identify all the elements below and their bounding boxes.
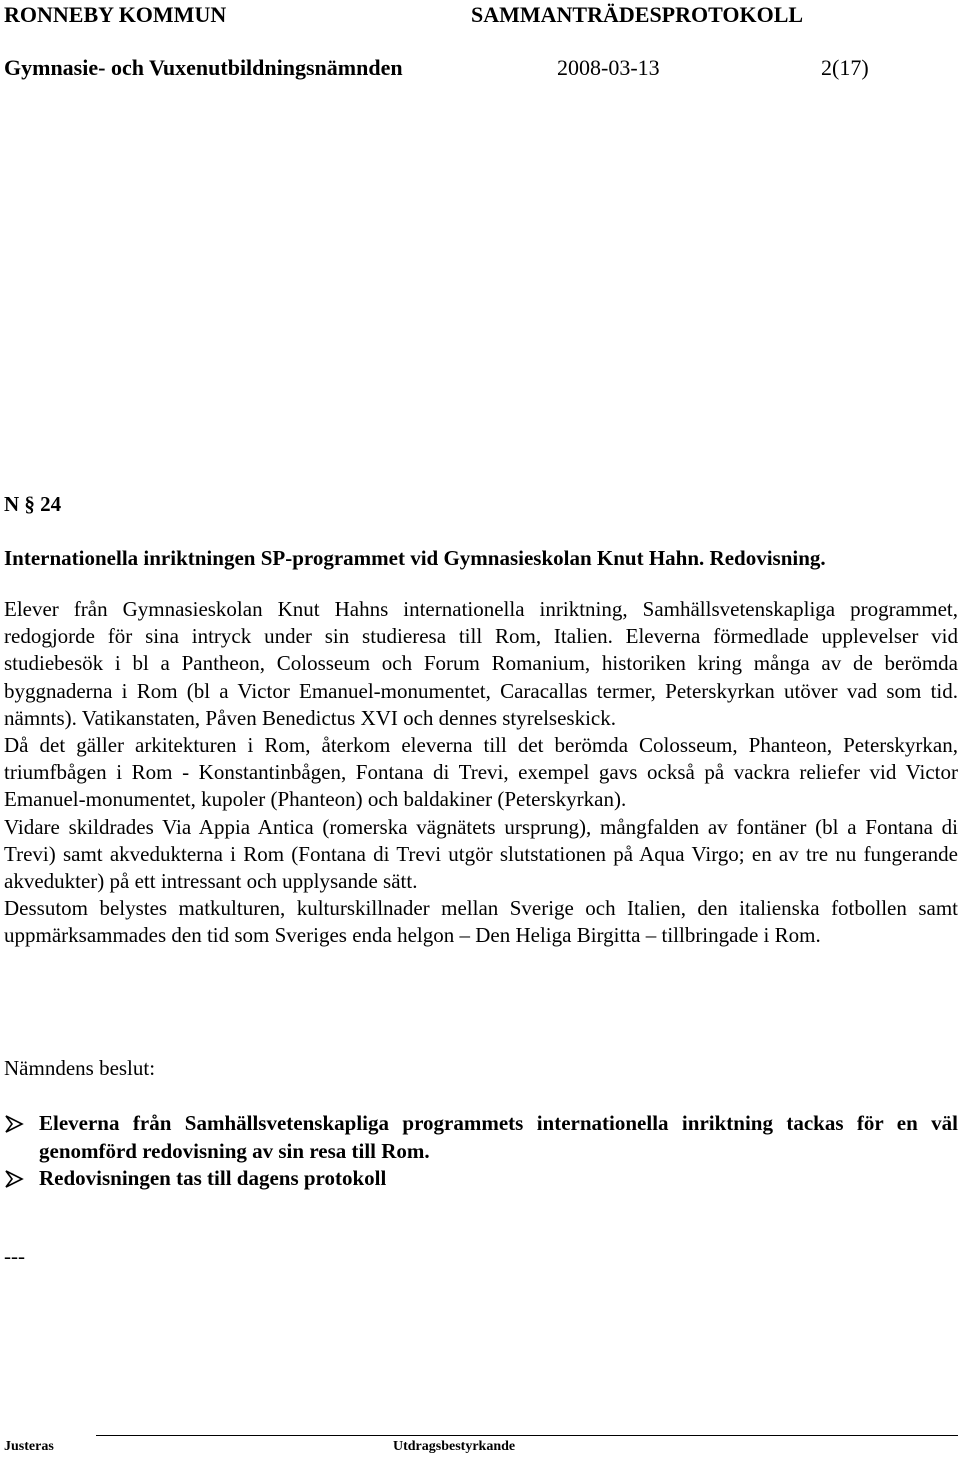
- decision-item: [4, 1165, 958, 1197]
- paragraph-2: Då det gäller arkitekturen i Rom, återkom eleverna till det berömda Colosseum, Phanteon, Peterskyrkan, triumfbågen i Rom - Konstantinbågen, Fontana di Trevi, exempel gavs också på vackra reliefer vid Victor Emanuel-monumentet, kupoler (Phanteon) och baldakiner (Peterskyrkan).: [4, 733, 958, 812]
- footer-justeras: Justeras: [4, 1439, 54, 1454]
- section-number: N § 24: [4, 492, 62, 516]
- footer-utdragsbestyrkande: Utdragsbestyrkande: [393, 1439, 516, 1454]
- paragraph-4: Dessutom belystes matkulturen, kulturskillnader mellan Sverige och Italien, den italienska fotbollen samt uppmärksammades den tid som Sveriges enda helgon – Den Heliga Birgitta – tillbringade i Rom.: [4, 896, 958, 948]
- org-name: RONNEBY KOMMUN: [4, 2, 227, 27]
- end-marker: ---: [4, 1244, 25, 1268]
- section-title: Internationella inriktningen SP-programmet vid Gymnasieskolan Knut Hahn. Redovisning.: [4, 546, 826, 570]
- body-text: [4, 596, 958, 950]
- document-type: SAMMANTRÄDESPROTOKOLL: [471, 2, 804, 27]
- meeting-date: 2008-03-13: [557, 55, 660, 80]
- decision-item: [4, 1110, 958, 1165]
- decision-list: [4, 1110, 958, 1197]
- committee-name: Gymnasie- och Vuxenutbildningsnämnden: [4, 55, 403, 80]
- decision-heading: Nämndens beslut:: [4, 1056, 156, 1080]
- paragraph-1: Elever från Gymnasieskolan Knut Hahns internationella inriktning, Samhällsvetenskapliga programmet, redogjorde för sina intryck under sin studieresa till Rom, Italien. Eleverna förmedlade upplevelser vid studiebesök i bl a Pantheon, Colosseum och Forum Romanium, historiken kring många av de berömda byggnaderna i Rom (bl a Victor Emanuel-monumentet, Caracallas termer, Peterskyrkan utöver vad som tid. nämnts). Vatikanstaten, Påven Benedictus XVI och dennes styrelseskick.: [4, 597, 958, 730]
- arrow-bullet-icon: [4, 1110, 39, 1142]
- decision-item-text: Redovisningen tas till dagens protokoll: [39, 1166, 387, 1190]
- decision-item-text: Eleverna från Samhällsvetenskapliga programmets internationella inriktning tackas för en väl genomförd redovisning av sin resa till Rom.: [39, 1111, 958, 1163]
- paragraph-3: Vidare skildrades Via Appia Antica (romerska vägnätets ursprung), mångfalden av fontäner (bl a Fontana di Trevi) samt akvedukterna i Rom (Fontana di Trevi utgör slutstationen på Aqua Virgo; en av tre nu fungerande akvedukter) på ett intressant och upplysande sätt.: [4, 814, 958, 894]
- page-number: 2(17): [821, 55, 869, 80]
- arrow-bullet-icon: [4, 1165, 39, 1197]
- footer-divider: [96, 1435, 958, 1436]
